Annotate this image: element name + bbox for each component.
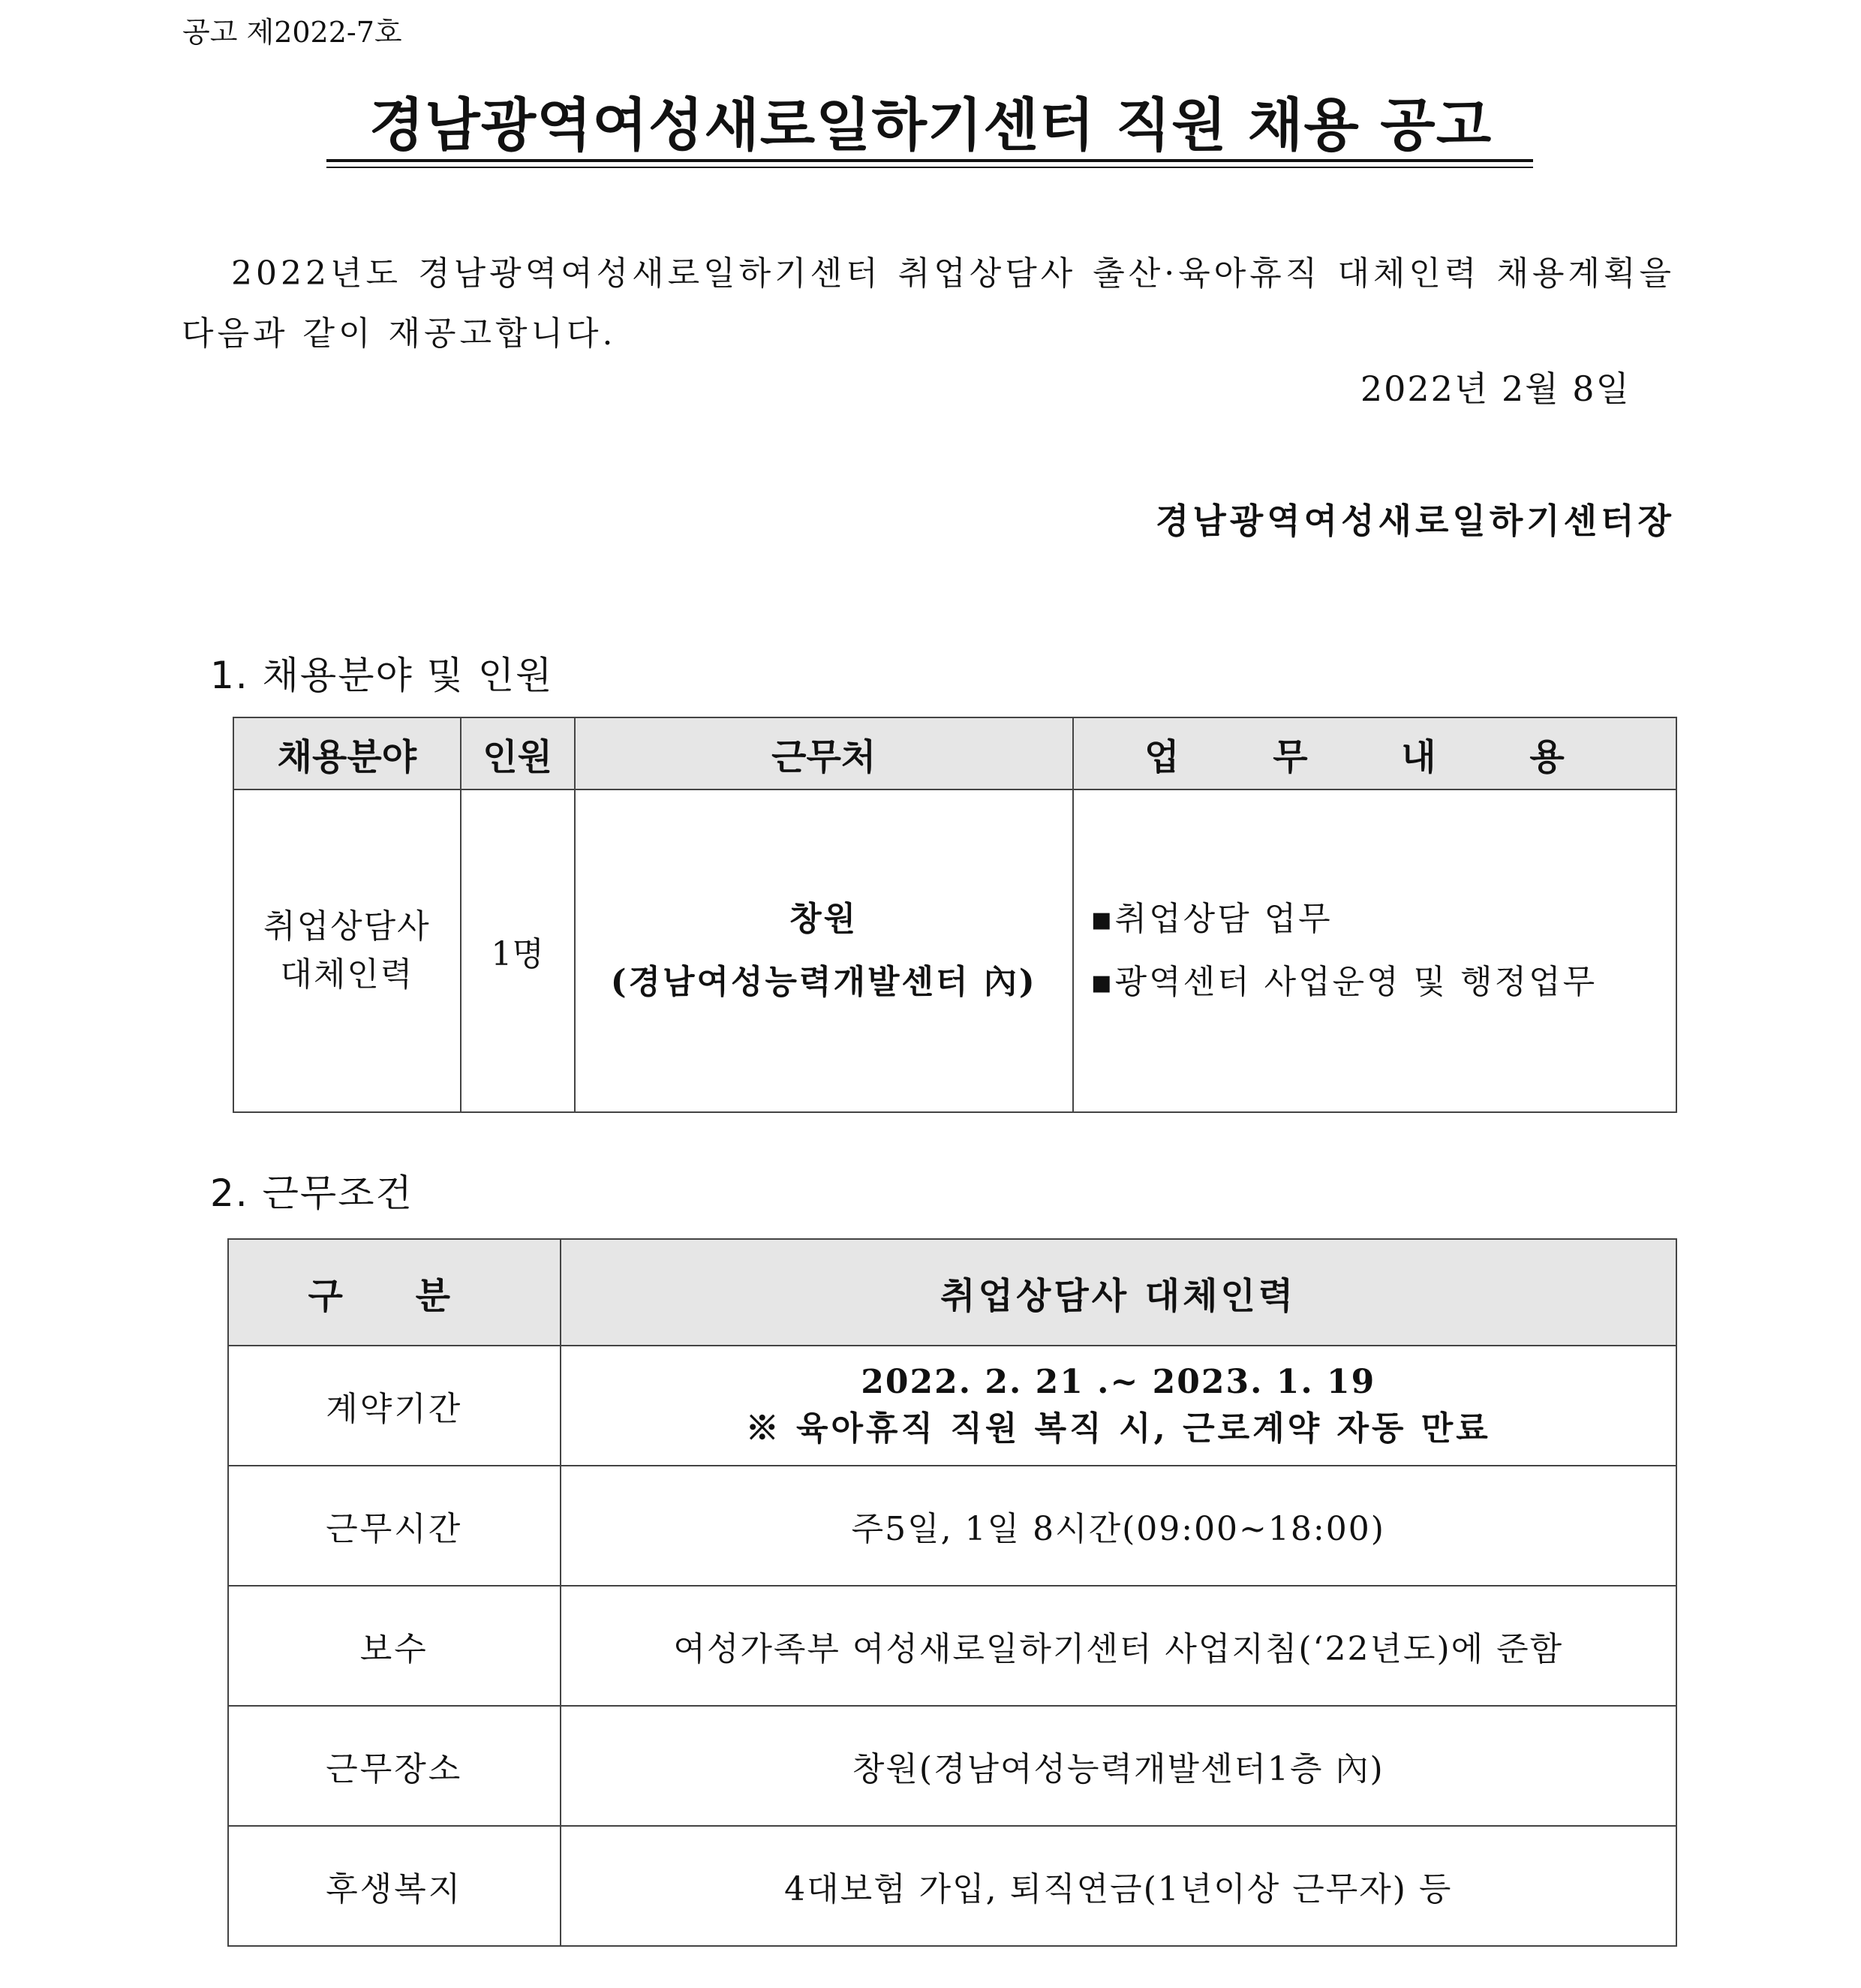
count-cell: 1명: [461, 789, 575, 1112]
recruitment-table-header-row: [233, 717, 1676, 789]
table-row: [228, 1586, 1676, 1706]
header-position: 취업상담사 대체인력: [561, 1239, 1676, 1346]
page-title: 경남광역여성새로일하기센터 직원 채용 공고: [368, 92, 1493, 158]
table-row: [228, 1706, 1676, 1826]
header-category: [228, 1239, 561, 1346]
conditions-table-header-row: [228, 1239, 1676, 1346]
row-label: 계약기간: [228, 1346, 561, 1466]
header-workplace: 근무처: [575, 717, 1073, 789]
field-line2: 대체인력: [280, 955, 414, 994]
row-label: 후생복지: [228, 1826, 561, 1946]
table-row: [228, 1346, 1676, 1466]
header-duties: [1073, 717, 1676, 789]
row-label: 근무장소: [228, 1706, 561, 1826]
duty-item: ▪취업상담 업무: [1090, 900, 1333, 938]
table-row: [233, 789, 1676, 1112]
contract-period-value: 2022. 2. 21 .~ 2023. 1. 19: [861, 1362, 1376, 1401]
duty-item: ▪광역센터 사업운영 및 행정업무: [1090, 963, 1598, 1001]
row-value: 여성가족부 여성새로일하기센터 사업지침(‘22년도)에 준함: [561, 1586, 1676, 1706]
row-value: 4대보험 가입, 퇴직연금(1년이상 근무자) 등: [561, 1826, 1676, 1946]
workplace-line2: (경남여성능력개발센터 內): [610, 963, 1037, 1001]
field-line1: 취업상담사: [263, 907, 431, 946]
section-heading-recruitment: 1. 채용분야 및 인원: [210, 654, 554, 697]
conditions-table: [227, 1238, 1677, 1947]
title-underline-thick: [326, 159, 1533, 162]
issuer-name: 경남광역여성새로일하기센터장: [1155, 501, 1675, 541]
row-value: 창원(경남여성능력개발센터1층 內): [561, 1706, 1676, 1826]
header-duties-label: 업 무 내 용: [1144, 735, 1605, 778]
table-row: [228, 1466, 1676, 1586]
header-count: 인원: [461, 717, 575, 789]
contract-period-cell: [561, 1346, 1676, 1466]
workplace-line1: 창원: [789, 900, 858, 938]
field-cell: [233, 789, 461, 1112]
notice-number: 공고 제2022-7호: [182, 16, 402, 49]
duties-cell: [1073, 789, 1676, 1112]
intro-paragraph: 2022년도 경남광역여성새로일하기센터 취업상담사 출산·육아휴직 대체인력 채용계획을 다음과 같이 재공고합니다.: [182, 254, 1675, 353]
section-heading-conditions: 2. 근무조건: [210, 1171, 413, 1215]
row-label: 보수: [228, 1586, 561, 1706]
table-row: [228, 1826, 1676, 1946]
workplace-cell: [575, 789, 1073, 1112]
row-label: 근무시간: [228, 1466, 561, 1586]
notice-date: 2022년 2월 8일: [1360, 368, 1631, 409]
recruitment-table: [233, 717, 1677, 1113]
header-field: 채용분야: [233, 717, 461, 789]
title-underline-thin: [326, 167, 1533, 168]
header-category-label: 구 분: [308, 1274, 480, 1317]
contract-period-note: ※ 육아휴직 직원 복직 시, 근로계약 자동 만료: [745, 1409, 1491, 1448]
row-value: 주5일, 1일 8시간(09:00~18:00): [561, 1466, 1676, 1586]
